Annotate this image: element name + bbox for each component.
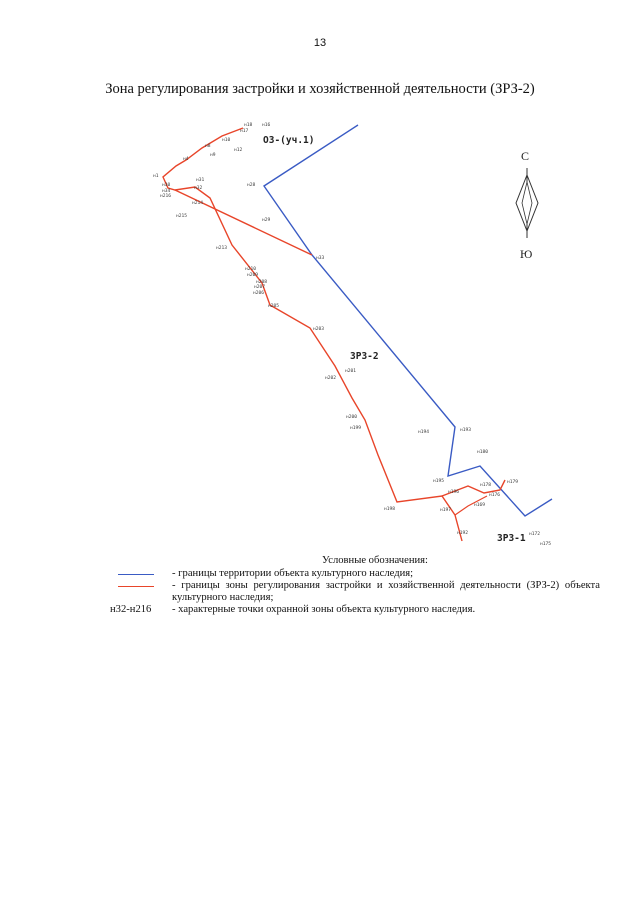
point-label: н215 xyxy=(176,214,188,219)
point-label: н210 xyxy=(245,267,257,272)
point-label: н196 xyxy=(448,490,460,495)
point-label: н207 xyxy=(254,285,266,290)
point-label: н200 xyxy=(346,415,358,420)
compass xyxy=(516,149,538,261)
point-label: н214 xyxy=(192,201,204,206)
zrz2-boundary-branch xyxy=(175,190,312,255)
point-label: н172 xyxy=(529,532,541,537)
heritage-territory-boundary xyxy=(264,125,552,516)
point-label: н179 xyxy=(507,480,519,485)
compass-north-label: С xyxy=(521,149,530,163)
point-label: н202 xyxy=(325,376,337,381)
point-label: н201 xyxy=(345,369,357,374)
point-label: н33 xyxy=(316,256,325,261)
zrz2-boundary-west xyxy=(163,128,462,541)
legend-item-points xyxy=(110,604,600,616)
legend xyxy=(110,555,600,616)
zone-label-oz: ОЗ-(уч.1) xyxy=(263,135,315,146)
point-label: н30 xyxy=(162,183,171,188)
legend-text: - границы территории объекта культурного наследия; xyxy=(172,568,414,579)
point-label: н16 xyxy=(262,123,271,128)
point-label: н203 xyxy=(313,327,325,332)
legend-title: Условные обозначения: xyxy=(322,555,428,566)
point-label: н216 xyxy=(160,194,172,199)
point-label: н17 xyxy=(240,129,249,134)
point-label: н9 xyxy=(210,153,216,158)
legend-item-red xyxy=(110,580,600,604)
point-label: н28 xyxy=(247,183,256,188)
point-label: н8 xyxy=(205,144,211,149)
point-label: н198 xyxy=(384,507,396,512)
point-label: н1 xyxy=(153,174,159,179)
legend-text: - характерные точки охранной зоны объекта культурного наследия. xyxy=(172,604,476,615)
point-label: н10 xyxy=(222,138,231,143)
point-label: н29 xyxy=(262,218,271,223)
point-label: н32 xyxy=(194,186,203,191)
legend-key-blue-line xyxy=(110,568,172,580)
zone-label-zrz1: ЗРЗ-1 xyxy=(497,533,526,544)
point-label: н195 xyxy=(433,479,445,484)
point-label: н208 xyxy=(256,280,268,285)
point-label: н197 xyxy=(440,508,452,513)
point-labels xyxy=(153,122,551,547)
page-number: 13 xyxy=(313,37,327,49)
point-label: н34 xyxy=(162,189,171,194)
point-label: н180 xyxy=(477,450,489,455)
point-label: н12 xyxy=(234,148,243,153)
point-label: н194 xyxy=(418,430,430,435)
point-label: н205 xyxy=(268,304,280,309)
compass-south-label: Ю xyxy=(520,247,533,261)
legend-text: - границы зоны регулирования застройки и хозяйственной деятельности (ЗРЗ-2) объекта культурного наследия; xyxy=(172,580,600,603)
point-label: н178 xyxy=(480,483,492,488)
point-label: н192 xyxy=(457,531,469,536)
point-label: н169 xyxy=(474,503,486,508)
zone-label-zrz2: ЗРЗ-2 xyxy=(350,351,379,362)
point-label: н209 xyxy=(247,273,259,278)
point-label: н175 xyxy=(540,542,552,547)
point-label: н206 xyxy=(253,291,265,296)
legend-key-points: н32-н216 xyxy=(110,604,152,615)
point-label: н176 xyxy=(489,493,501,498)
point-label: н193 xyxy=(460,428,472,433)
page-title: Зона регулирования застройки и хозяйственной деятельности (ЗРЗ-2) xyxy=(105,81,535,97)
point-label: н31 xyxy=(196,178,205,183)
point-label: н18 xyxy=(244,123,253,128)
point-label: н4 xyxy=(183,157,189,162)
point-label: н213 xyxy=(216,246,228,251)
legend-key-red-line xyxy=(110,580,172,592)
point-label: н199 xyxy=(350,426,362,431)
legend-item-blue xyxy=(110,568,600,580)
